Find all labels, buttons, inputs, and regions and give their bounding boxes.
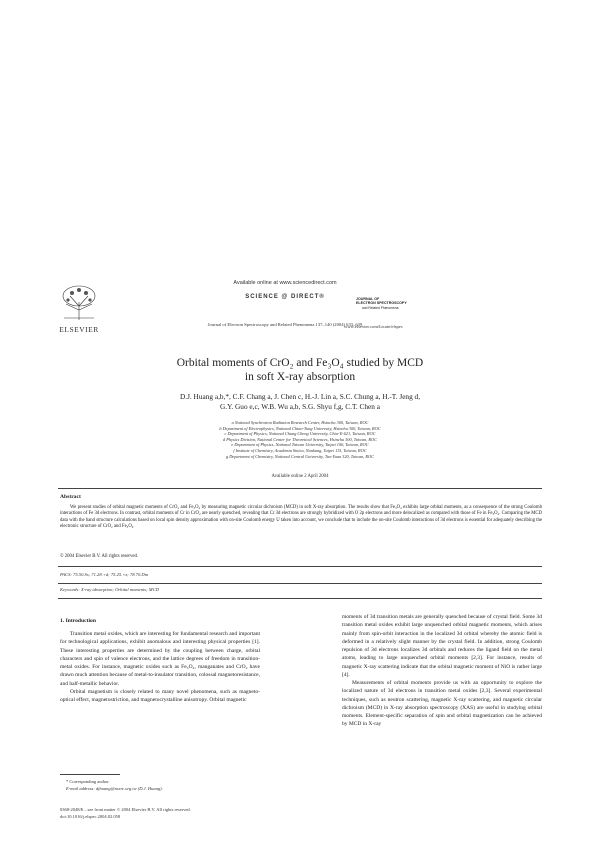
- issn-line: [60, 806, 191, 820]
- section-heading: 1. Introduction: [60, 618, 96, 624]
- divider: [58, 566, 542, 567]
- footnotes: [66, 778, 163, 793]
- divider: [58, 583, 542, 584]
- paper-title: [60, 356, 540, 384]
- affiliation: c Department of Physics, National Chung Cheng University, Chia-Yi 621, Taiwan, ROC: [224, 431, 376, 437]
- divider: [58, 488, 542, 489]
- issn-notice: 0368-2048/$ – see front matter © 2004 Elsevier B.V. All rights reserved.: [60, 807, 191, 812]
- journal-logo-line3: and Related Phenomena: [362, 305, 399, 310]
- corresponding-author-note: * Corresponding author.: [66, 779, 110, 784]
- journal-logo-line1: JOURNAL OF: [356, 297, 380, 301]
- footnote-rule: [60, 774, 120, 775]
- affiliations: [90, 420, 510, 459]
- left-column: [60, 630, 260, 704]
- paragraph: moments of 3d transition metals are generally quenched because of crystal field. Some 3d transition metal oxides exhibit large unquenched orbital magnetic moments, which arises mainly from spin-orbit interaction in the localized 3d orbital whereby the atomic field is deformed in a relatively slight manner by the crystal field. In addition, strong Coulomb repulsion of 3d electrons localizes 3d orbitals and reduces the ligand field on the metal atoms, leading to large unquenched orbital moments [2,3]. For instance, results of magnetic X-ray scattering indicate that the orbital magnetic moment of NiO is rather large [4].: [342, 614, 542, 678]
- paragraph: Measurements of orbital moments provide us with an opportunity to explore the localized nature of 3d electrons in transition metal oxides [2,3]. Several experimental techniques, such as neutron scattering, magnetic X-ray scattering, and magnetic circular dichroism (MCD) in X-ray absorption spectroscopy (XAS) are useful in studying orbital moments. Element-specific separation of spin and orbital magnetization can be achieved by MCD in X-ray: [342, 680, 542, 728]
- publisher-name: ELSEVIER: [59, 325, 99, 334]
- journal-logo-line2: ELECTRON SPECTROSCOPY: [356, 301, 407, 306]
- divider: [58, 598, 542, 599]
- affiliation: b Department of Electrophysics, National Chiao-Tung University, Hsinchu 300, Taiwan, ROC: [219, 425, 381, 431]
- paragraph: Transition metal oxides, which are interesting for fundamental research and important for technological applications, exhibit anomalous and interesting physical properties [1]. These interesting properties are determined by the coupling between charge, orbital characters and spin of valence electrons, and the lattice degrees of freedom in transition-metal oxides. For instance, magnetic oxides such as Fe₃O₄, manganates and CrO₂ have drawn much attention because of metal-to-insulator transition, colossal magnetoresistance, and half-metallic behavior.: [60, 631, 260, 687]
- pacs-codes: PACS: 75.50.Ss; 71.28.+d; 75.25.+z; 78.70.Dm: [60, 572, 149, 577]
- affiliation: a National Synchrotron Radiation Research Center, Hsinchu 300, Taiwan, ROC: [231, 420, 369, 425]
- available-date: Available online 2 April 2004: [271, 474, 329, 479]
- author-list: [60, 392, 540, 412]
- affiliation: d Physics Division, National Center for Theoretical Sciences, Hsinchu 300, Taiwan, ROC: [222, 436, 377, 442]
- publisher-logo: [58, 284, 100, 334]
- journal-logo: [356, 297, 456, 310]
- paper-title-line2: in soft X-ray absorption: [244, 371, 356, 383]
- keywords: Keywords: X-ray absorption; Orbital moments; MCD: [60, 587, 159, 592]
- author-email[interactable]: E-mail address: djhuang@nsrrc.org.tw (D.J. Huang).: [66, 786, 163, 792]
- author-line1: D.J. Huang a,b,*, C.F. Chang a, J. Chen c, H.-J. Lin a, S.C. Chung a, H.-T. Jeng d,: [179, 392, 421, 401]
- affiliation: e Department of Physics, National Taiwan University, Taipei 106, Taiwan, ROC: [231, 442, 369, 448]
- doi[interactable]: doi:10.1016/j.elspec.2004.02.058: [60, 814, 121, 819]
- abstract-text: We present studies of orbital magnetic moments of CrO₂ and Fe₃O₄ by measuring magnetic circular dichroism (MCD) in soft X-ray absorption. The results show that Fe₃O₄ exhibits large orbital moments, as a consequence of the strong Coulomb interactions of Fe 3d electrons. In contrast, orbital moments of Cr in CrO₂ are nearly quenched, revealing that Cr 3d electrons are strongly hybridized with O 2p electrons and more delocalized as compared with those of Fe in Fe₃O₄. Comparing the MCD data with the band structure calculations based on local spin density approximation with on-site Coulomb energy U taken into account, we conclude that to include the on-site Coulomb interactions of 3d electrons is essential for adequately describing the electronic structure of CrO₂ and Fe₃O₄.: [60, 505, 542, 529]
- journal-url[interactable]: www.elsevier.com/locate/elspec: [344, 324, 403, 329]
- science-direct-logo: SCIENCE @ DIRECT®: [245, 294, 325, 300]
- abstract-copyright: © 2004 Elsevier B.V. All rights reserved.: [60, 554, 139, 559]
- paragraph: Orbital magnetism is closely related to many novel phenomena, such as magneto-optical effect, magnetostriction, and magnetocrystalline anisotropy. Orbital magnetic: [60, 688, 260, 703]
- affiliation: f Institute of Chemistry, Academia Sinica, Nankang, Taipei 115, Taiwan, ROC: [233, 447, 367, 453]
- available-online-line: Available online at www.sciencedirect.com: [233, 280, 337, 286]
- abstract-heading: Abstract: [60, 494, 81, 500]
- elsevier-tree-icon: [58, 284, 100, 322]
- paper-title-line1: Orbital moments of CrO₂ and Fe₃O₄ studied by MCD: [176, 357, 424, 369]
- affiliation: g Department of Chemistry, National Central University, Tao-Yuan 320, Taiwan, ROC: [225, 453, 375, 459]
- journal-citation: Journal of Electron Spectroscopy and Related Phenomena 137–140 (2004) 633–639: [207, 322, 363, 327]
- right-column: [342, 613, 542, 729]
- author-line2: G.Y. Guo e,c, W.B. Wu a,b, S.G. Shyu f,g, C.T. Chen a: [219, 402, 381, 411]
